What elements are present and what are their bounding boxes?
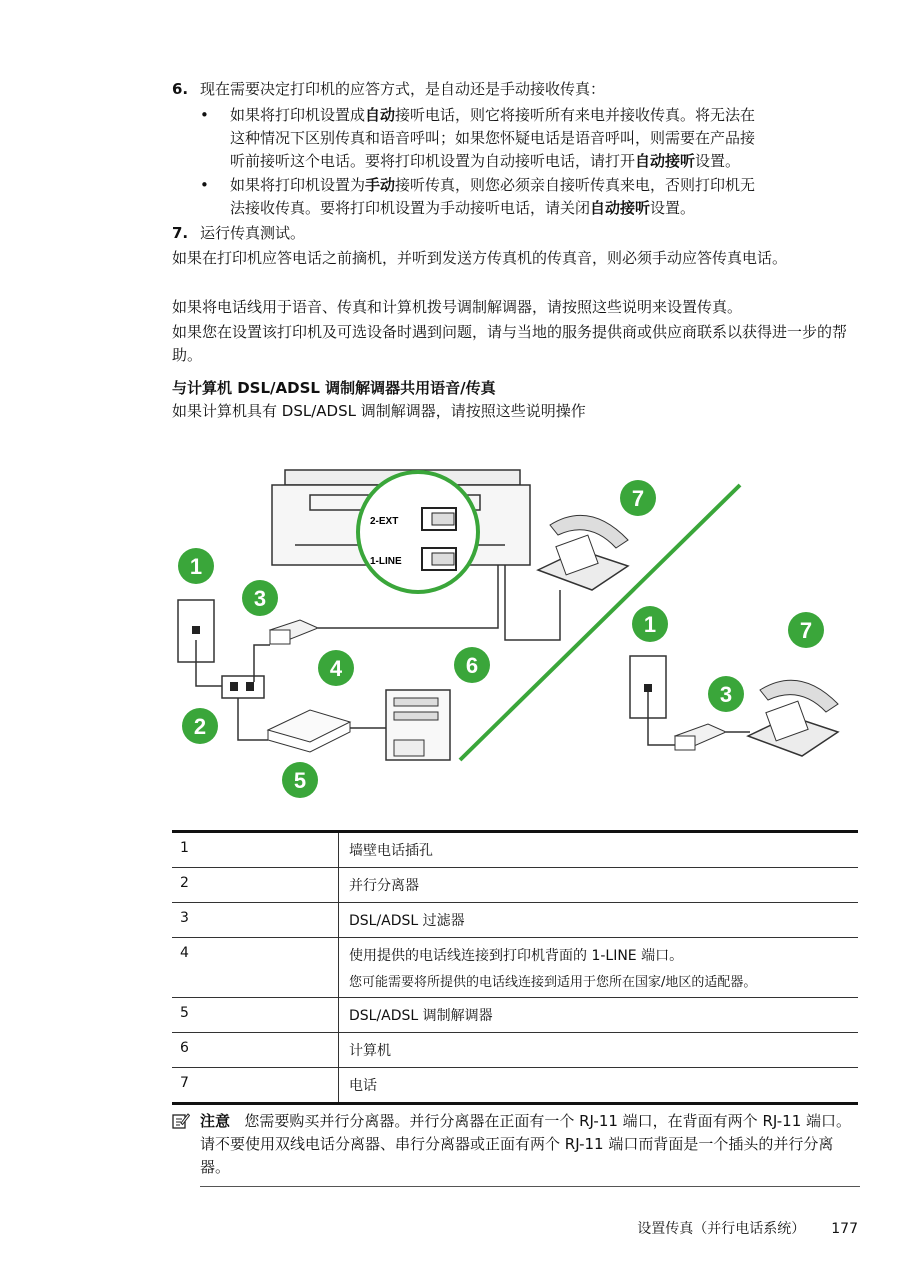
legend-subnote: 您可能需要将所提供的电话线连接到适用于您所在国家/地区的适配器。 [349,975,757,990]
step-7 [172,222,305,244]
svg-text:1: 1 [643,612,657,637]
note-label: 注意 [200,1112,231,1130]
bullet-text: 如果将打印机设置成 [230,106,366,124]
step-text: 现在需要决定打印机的应答方式，是自动还是手动接收传真： [200,80,606,98]
legend-number: 6 [172,1033,339,1068]
legend-description: 并行分离器 [339,868,859,903]
bullet-text: 设置。 [695,152,741,170]
table-row [172,903,858,938]
bullet-text: 接听电话，则它将接听所有来电并接收传真。将无法在 [395,106,756,124]
legend-description: 墙壁电话插孔 [339,832,859,868]
legend-number: 7 [172,1068,339,1104]
svg-text:3: 3 [253,586,267,611]
paragraph: 如果在打印机应答电话之前摘机，并听到发送方传真机的传真音，则必须手动应答传真电话。 [172,249,788,267]
legend-number: 3 [172,903,339,938]
bullet-text: 法接收传真。要将打印机设置为手动接听电话，请关闭 [230,199,591,217]
bullet-text: 这种情况下区别传真和语音呼叫；如果您怀疑电话是语音呼叫，则需要在产品接 [230,129,756,147]
svg-text:5: 5 [293,768,307,793]
port-ext-label: 2-EXT [370,516,399,527]
legend-number: 2 [172,868,339,903]
bullet-bold: 自动 [365,106,396,124]
bullet-bold: 自动接听 [590,199,651,217]
section-heading: 与计算机 DSL/ADSL 调制解调器共用语音/传真 [172,379,496,397]
bullet-text: 设置。 [650,199,696,217]
callout-6 [454,647,490,683]
legend-description: DSL/ADSL 调制解调器 [339,998,859,1033]
table-row [172,832,858,868]
paragraph: 如果将电话线用于语音、传真和计算机拨号调制解调器，请按照这些说明来设置传真。 [172,298,743,316]
connection-diagram [160,440,860,810]
callout-7 [620,480,656,516]
step-number: 6. [172,80,189,98]
bullet-dot: • [200,106,209,124]
dsl-filter-right [675,724,726,750]
dsl-filter [270,620,318,644]
bullet-dot: • [200,176,209,194]
table-row [172,938,858,998]
port-closeup [358,472,478,592]
bullet-bold: 自动接听 [635,152,696,170]
svg-text:2: 2 [193,714,207,739]
callout-3-right [708,676,744,712]
svg-text:7: 7 [799,618,813,643]
telephone-right [748,680,838,756]
callout-2 [182,708,218,744]
note-block [172,1110,862,1179]
intro-text: 如果计算机具有 DSL/ADSL 调制解调器，请按照这些说明操作 [172,402,586,420]
legend-description: 电话 [339,1068,859,1104]
step-number: 7. [172,224,189,242]
svg-text:6: 6 [465,653,479,678]
legend-number: 5 [172,998,339,1033]
step-text: 运行传真测试。 [200,224,306,242]
bullet-manual-answer [200,174,860,220]
legend-table [172,830,858,1105]
dsl-modem [268,710,350,752]
step-6 [172,78,605,100]
legend-description-cell [339,938,859,998]
svg-text:7: 7 [631,486,645,511]
svg-text:4: 4 [329,656,343,681]
bullet-text: 听前接听这个电话。要将打印机设置为自动接听电话，请打开 [230,152,636,170]
table-row [172,1068,858,1104]
svg-text:3: 3 [719,682,733,707]
bullet-text: 接听传真，则您必须亲自接听传真来电，否则打印机无 [395,176,756,194]
legend-description: DSL/ADSL 过滤器 [339,903,859,938]
table-row [172,868,858,903]
note-body: 您需要购买并行分离器。并行分离器在正面有一个 RJ-11 端口，在背面有两个 RJ-11 端口。请不要使用双线电话分离器、串行分离器或正面有两个 RJ-11 端口而背面是一个插头的并行分离器。 [200,1112,852,1176]
paragraph: 如果您在设置该打印机及可选设备时遇到问题，请与当地的服务提供商或供应商联系以获得进一步的帮助。 [172,323,848,364]
port-line-label: 1-LINE [370,556,402,567]
bullet-auto-answer [200,104,860,173]
callout-1-right [632,606,668,642]
note-pencil-icon [172,1112,190,1130]
callout-4 [318,650,354,686]
legend-description: 使用提供的电话线连接到打印机背面的 1-LINE 端口。 [349,948,684,964]
svg-text:1: 1 [189,554,203,579]
legend-number: 4 [172,938,339,998]
page-number: 177 [831,1221,858,1237]
callout-1 [178,548,214,584]
callout-7-right [788,612,824,648]
bullet-text: 如果将打印机设置为 [230,176,366,194]
telephone-illustration [538,515,628,590]
computer-tower [386,690,450,760]
parallel-splitter [222,676,264,698]
table-row [172,998,858,1033]
legend-number: 1 [172,832,339,868]
footer-section-title: 设置传真（并行电话系统） [637,1221,806,1237]
legend-description: 计算机 [339,1033,859,1068]
note-divider [200,1186,860,1187]
callout-5 [282,762,318,798]
page-footer [637,1218,858,1238]
callout-3 [242,580,278,616]
bullet-bold: 手动 [365,176,396,194]
table-row [172,1033,858,1068]
